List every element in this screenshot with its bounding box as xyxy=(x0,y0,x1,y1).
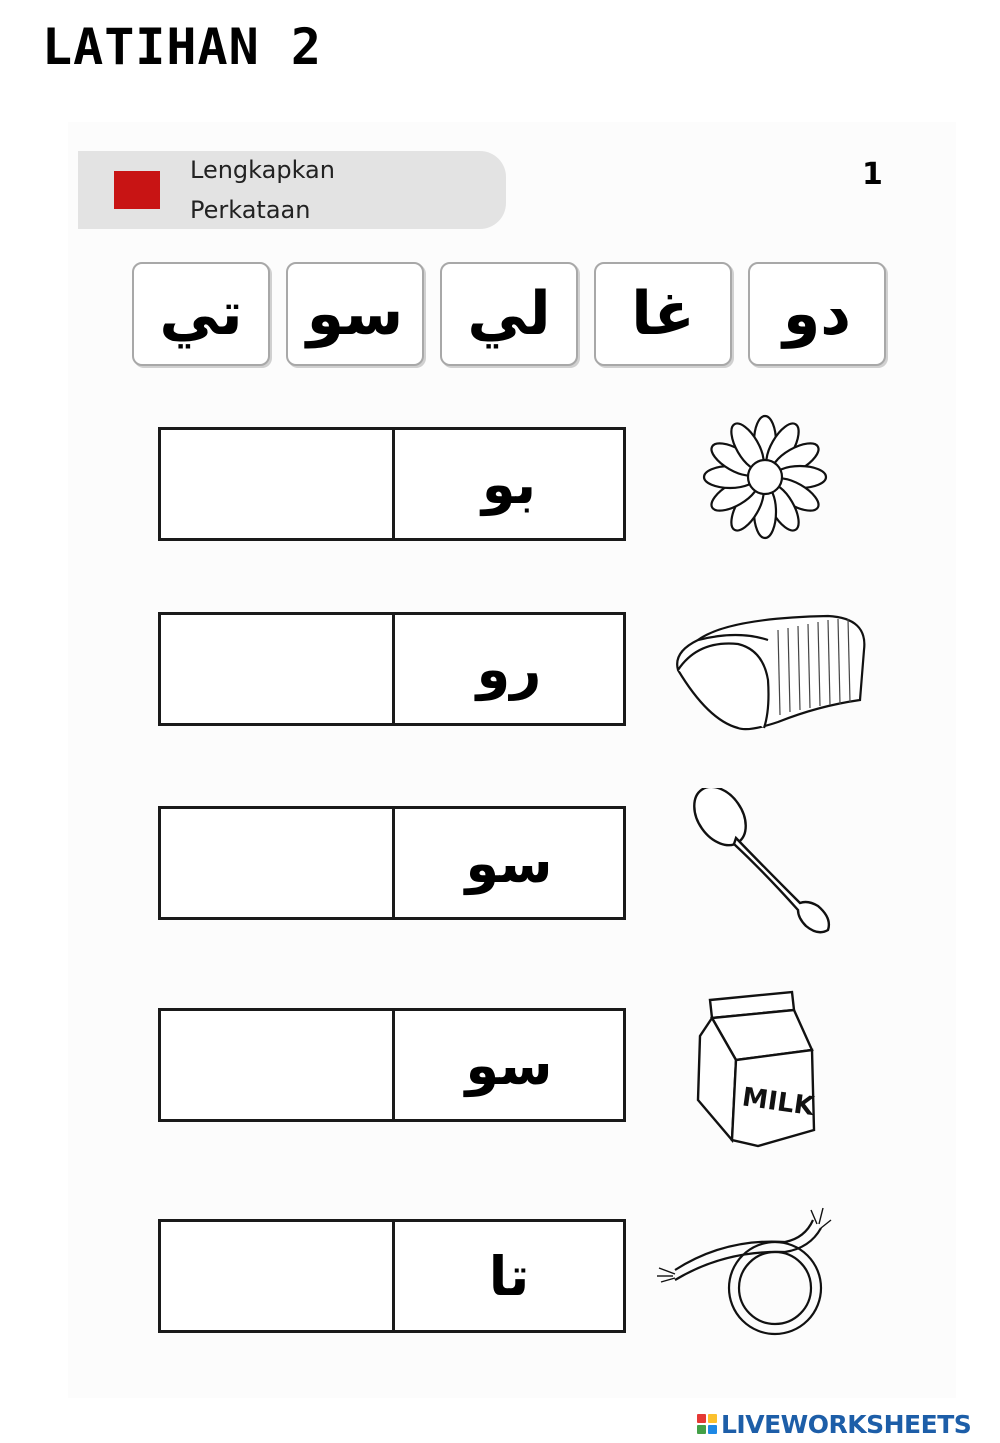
page-number: 1 xyxy=(862,157,883,192)
answer-row xyxy=(158,427,626,541)
syllable-card[interactable]: غا xyxy=(594,262,732,366)
page-title: LATIHAN 2 xyxy=(42,18,322,76)
flower-icon xyxy=(690,412,840,542)
given-syllable: رو xyxy=(476,637,542,701)
syllable-card[interactable]: لي xyxy=(440,262,578,366)
liveworksheets-logo xyxy=(697,1410,971,1438)
rope-icon xyxy=(655,1198,835,1343)
instruction-text xyxy=(190,150,335,230)
answer-drop-zone[interactable] xyxy=(161,1011,395,1119)
given-syllable: سو xyxy=(465,831,553,895)
spoon-icon xyxy=(690,788,850,938)
logo-mark-icon xyxy=(697,1414,717,1434)
answer-row xyxy=(158,1219,626,1333)
bread-icon xyxy=(668,610,868,735)
syllable-card[interactable]: تي xyxy=(132,262,270,366)
syllable-card[interactable]: دو xyxy=(748,262,886,366)
answer-drop-zone[interactable] xyxy=(161,615,395,723)
given-syllable: سو xyxy=(465,1033,553,1097)
milk-label: MILK xyxy=(740,1082,816,1123)
syllable-card[interactable]: سو xyxy=(286,262,424,366)
answer-drop-zone[interactable] xyxy=(161,809,395,917)
answer-row xyxy=(158,612,626,726)
answer-drop-zone[interactable] xyxy=(161,430,395,538)
instruction-line-1: Lengkapkan xyxy=(190,156,335,184)
answer-row xyxy=(158,806,626,920)
answer-drop-zone[interactable] xyxy=(161,1222,395,1330)
given-syllable: بو xyxy=(481,452,537,516)
milk-carton-icon xyxy=(692,990,822,1150)
answer-row xyxy=(158,1008,626,1122)
brand-name: LIVEWORKSHEETS xyxy=(721,1409,972,1439)
red-marker-icon xyxy=(114,171,160,209)
given-syllable: تا xyxy=(488,1244,530,1308)
instruction-line-2: Perkataan xyxy=(190,196,311,224)
